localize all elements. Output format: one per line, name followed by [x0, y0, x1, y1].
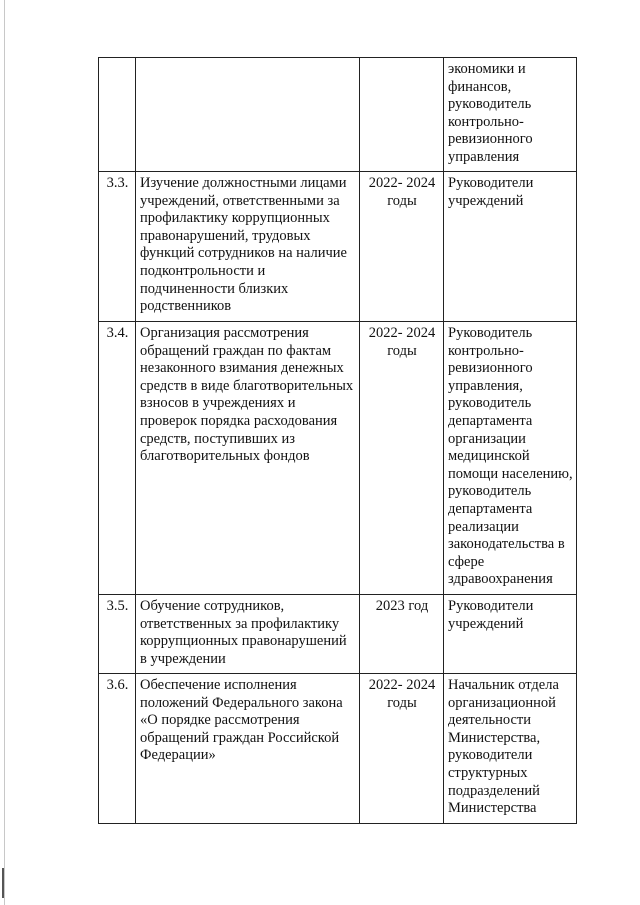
row-number: 3.5. — [99, 595, 136, 674]
row-number: 3.4. — [99, 322, 136, 595]
table-row — [99, 595, 577, 674]
measures-table — [98, 57, 577, 824]
responsible-party: Руководители учреждений — [444, 595, 577, 674]
row-number: 3.3. — [99, 172, 136, 322]
responsible-party: Руководители учреждений — [444, 172, 577, 322]
execution-term: 2022- 2024 годы — [360, 172, 444, 322]
measure-description — [136, 58, 360, 172]
table-row — [99, 172, 577, 322]
execution-term: 2022- 2024 годы — [360, 322, 444, 595]
table-row — [99, 322, 577, 595]
execution-term: 2022- 2024 годы — [360, 674, 444, 824]
table-row — [99, 58, 577, 172]
measure-description: Обучение сотрудников, ответственных за профилактику коррупционных правонарушений в учреждении — [136, 595, 360, 674]
execution-term: 2023 год — [360, 595, 444, 674]
measure-description: Изучение должностными лицами учреждений, ответственными за профилактику коррупционных правонарушений, трудовых функций сотрудников на наличие подконтрольности и подчиненности близких родственников — [136, 172, 360, 322]
table-row — [99, 674, 577, 824]
row-number — [99, 58, 136, 172]
row-number: 3.6. — [99, 674, 136, 824]
page-edge-line — [4, 0, 5, 905]
responsible-party: экономики и финансов, руководитель контрольно-ревизионного управления — [444, 58, 577, 172]
page-edge-mark — [2, 868, 4, 898]
responsible-party: Руководитель контрольно-ревизионного управления, руководитель департамента организации медицинской помощи населению, руководитель департамента реализации законодательства в сфере здравоохранения — [444, 322, 577, 595]
responsible-party: Начальник отдела организационной деятельности Министерства, руководители структурных подразделений Министерства — [444, 674, 577, 824]
measure-description: Обеспечение исполнения положений Федерального закона «О порядке рассмотрения обращений граждан Российской Федерации» — [136, 674, 360, 824]
execution-term — [360, 58, 444, 172]
measure-description: Организация рассмотрения обращений граждан по фактам незаконного взимания денежных средств в виде благотворительных взносов в учреждениях и проверок порядка расходования средств, поступивших из благотворительных фондов — [136, 322, 360, 595]
